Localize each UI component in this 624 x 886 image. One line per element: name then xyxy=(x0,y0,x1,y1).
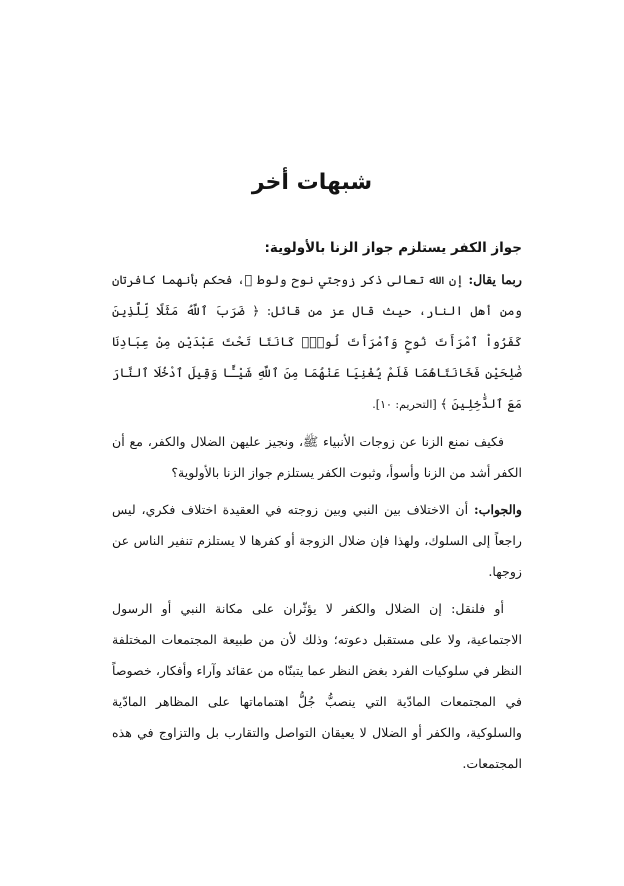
paragraph-answer xyxy=(112,494,522,587)
paragraph-objection xyxy=(112,264,522,420)
quran-verse: ﴿ ضَرَبَ ٱللَّهُ مَثَلًا لِّلَّذِينَ كَفَرُواْ ٱمْرَأَتَ نُوحٍ وَٱمْرَأَتَ لُوطٍۖ كَانَتَا تَحْتَ عَبْدَيْنِ مِنْ عِبَادِنَا صَٰلِحَيْنِ فَخَانَتَاهُمَا فَلَمْ يُغْنِيَا عَنْهُمَا مِنَ ٱللَّهِ شَيْـًٔا وَقِيلَ ٱدْخُلَا ٱلنَّارَ مَعَ ٱلدَّٰخِلِينَ ﴾ xyxy=(112,303,522,411)
objection-lead: ربما يقال: xyxy=(468,272,522,287)
objection-text: إن الله تعالى ذكر زوجتي نوح ولوط ﷺ، فحكم بأنهما كافرتان ومن أهل النار، حيث قال عز من قائل: xyxy=(112,272,522,318)
page-content xyxy=(112,232,522,785)
section-heading: جواز الكفر يستلزم جواز الزنا بالأولوية: xyxy=(264,240,522,256)
paragraph-question: فكيف نمنع الزنا عن زوجات الأنبياء ﷺ، ونجيز عليهن الضلال والكفر، مع أن الكفر أشد من الزنا وأسوأ، وثبوت الكفر يستلزم جواز الزنا بالأولوية؟ xyxy=(112,434,522,480)
chapter-title: شبهات أخر xyxy=(251,170,373,195)
verse-reference: [التحريم: ١٠]. xyxy=(372,398,441,411)
answer-lead: والجواب: xyxy=(473,502,522,517)
paragraph-further-answer: أو فلنقل: إن الضلال والكفر لا يؤثّران على مكانة النبي أو الرسول الاجتماعية، ولا على مستقبل دعوته؛ وذلك لأن من طبيعة المجتمعات المختلفة النظر في سلوكيات الفرد بغض النظر عما يتبنّاه من عقائد وآراء وأفكار، خصوصاً في المجتمعات المادّية التي ينصبُّ جُلُّ اهتماماتها على المظاهر المادّية والسلوكية، والكفر أو الضلال لا يعيقان التواصل والتقارب بل والتزاوج في هذه المجتمعات. xyxy=(112,601,522,771)
answer-text: أن الاختلاف بين النبي وبين زوجته في العقيدة اختلاف فكري، ليس راجعاً إلى السلوك، ولهذا فإن ضلال الزوجة أو كفرها لا يستلزم تنفير الناس عن زوجها. xyxy=(112,502,522,579)
